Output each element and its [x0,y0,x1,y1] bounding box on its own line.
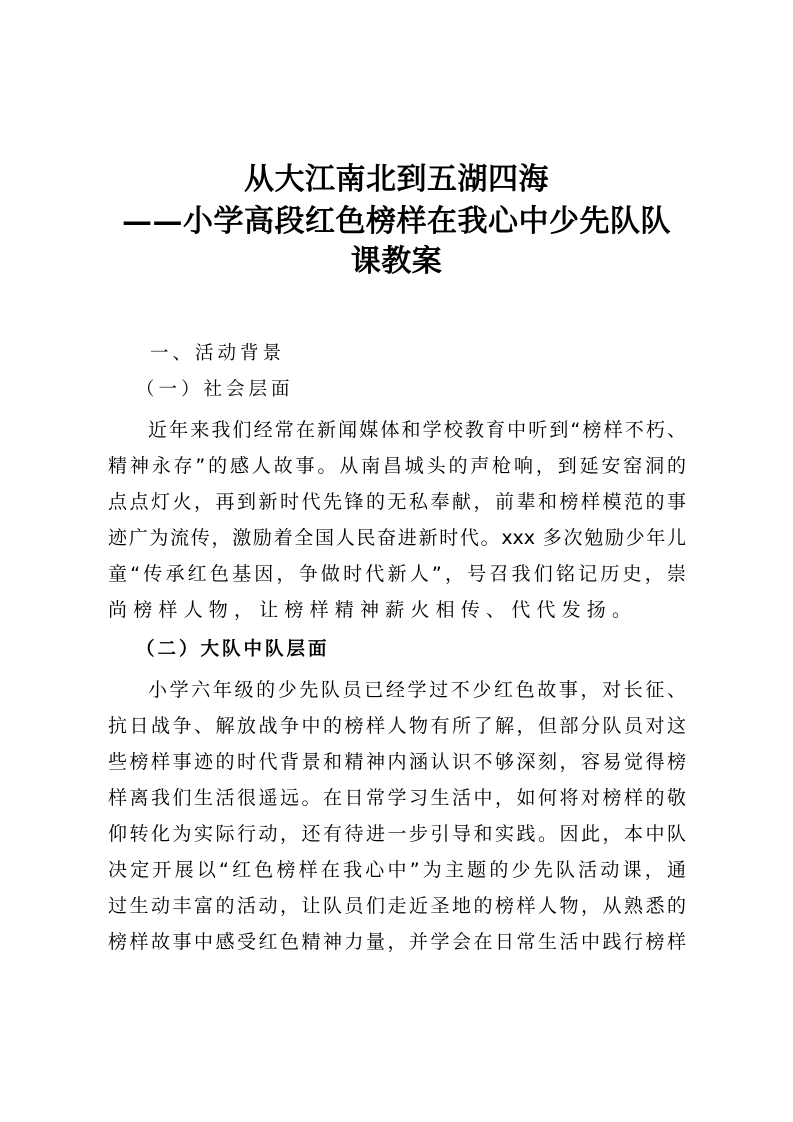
paragraph-brigade-squadron-level [108,672,686,960]
section-heading-activity-background: 一、活动背景 [150,343,286,364]
paragraph-line: 近年来我们经常在新闻媒体和学校教育中听到“榜样不朽、 [148,419,686,441]
paragraph-line: 仰转化为实际行动，还有待进一步引导和实践。因此，本中队 [108,823,686,845]
paragraph-line: 抗日战争、解放战争中的榜样人物有所了解，但部分队员对这 [108,715,686,737]
document-body [108,336,686,960]
paragraph-line: 精神永存”的感人故事。从南昌城头的声枪响，到延安窑洞的 [108,455,686,477]
paragraph-line: 过生动丰富的活动，让队员们走近圣地的榜样人物，从熟悉的 [108,895,686,917]
title-line-subtitle: ——小学高段红色榜样在我心中少先队队 [122,204,671,239]
paragraph-line: 些榜样事迹的时代背景和精神内涵认识不够深刻，容易觉得榜 [108,751,686,773]
paragraph-line: 童“传承红色基因，争做时代新人”，号召我们铭记历史，崇 [108,563,686,585]
paragraph-line: 样离我们生活很遥远。在日常学习生活中，如何将对榜样的敬 [108,787,686,809]
paragraph-line: 榜样故事中感受红色精神力量，并学会在日常生活中践行榜样 [108,931,686,953]
paragraph-line: 决定开展以“红色榜样在我心中”为主题的少先队活动课，通 [108,859,686,881]
title-line-subtitle-continued: 课教案 [350,244,443,279]
title-line-main: 从大江南北到五湖四海 [244,162,549,197]
subsection-heading-brigade-squadron-level: （二）大队中队层面 [136,639,330,660]
paragraph-social-level [108,412,686,628]
subsection-heading-social-level: （一）社会层面 [136,379,294,400]
paragraph-line: 点点灯火，再到新时代先锋的无私奉献，前辈和榜样模范的事 [108,491,686,513]
document-title [0,160,793,282]
paragraph-line: 迹广为流传，激励着全国人民奋进新时代。xxx 多次勉励少年儿 [108,527,686,549]
paragraph-line: 尚榜样人物，让榜样精神薪火相传、代代发扬。 [108,599,638,621]
paragraph-line: 小学六年级的少先队员已经学过不少红色故事，对长征、 [148,679,686,701]
